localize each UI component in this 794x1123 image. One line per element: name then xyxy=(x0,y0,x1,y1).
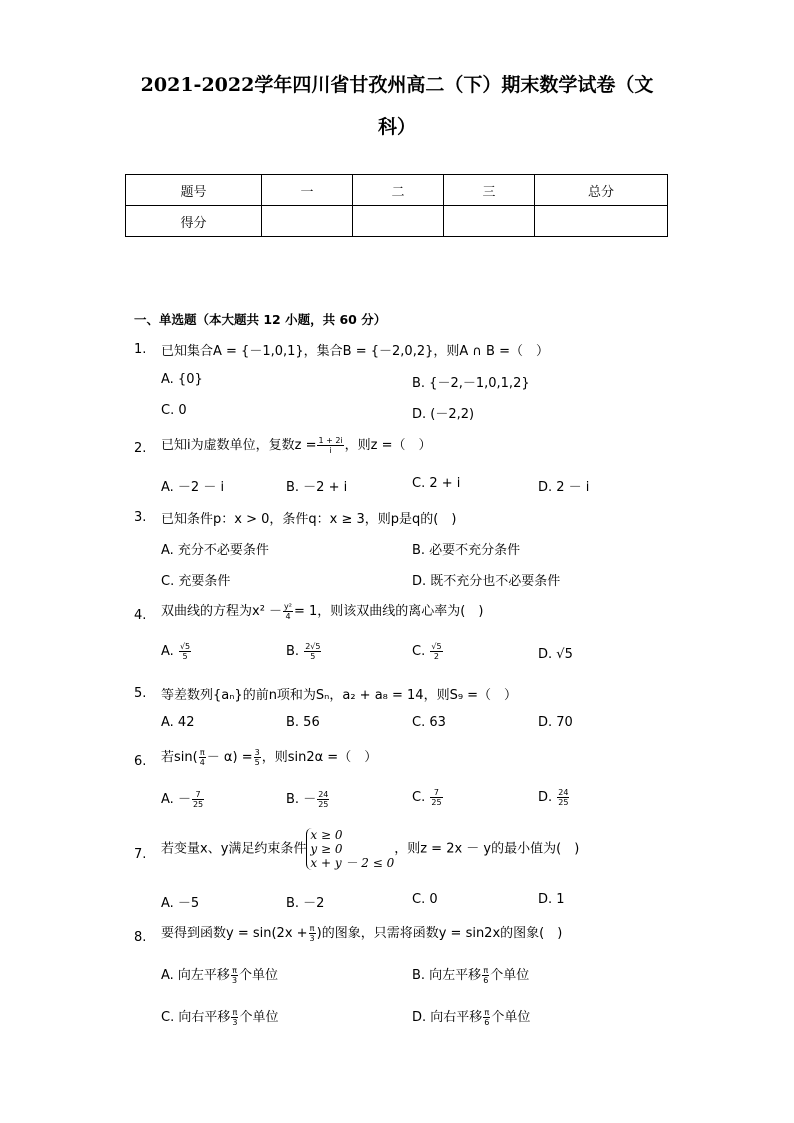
option xyxy=(412,1006,530,1027)
stem-text: 要得到函数y = sin(2x + xyxy=(161,926,308,941)
numerator: √5 xyxy=(431,642,442,651)
stem-text: ，则sin2α =（ ） xyxy=(261,750,378,765)
numerator: 1 + 2i xyxy=(318,436,343,445)
denominator: 25 xyxy=(192,800,204,809)
option: A. {0} xyxy=(161,372,203,387)
constraint: x + y － 2 ≤ 0 xyxy=(310,856,395,870)
sign: － xyxy=(303,792,317,807)
question-number: 2. xyxy=(134,441,147,456)
stem-text: ，则z = 2x － y的最小值为( ) xyxy=(394,841,580,857)
option-value: √5 xyxy=(556,647,573,662)
question-number: 8. xyxy=(134,930,147,945)
stem-text: 已知i为虚数单位，复数z = xyxy=(161,438,317,453)
numerator: π xyxy=(484,1008,490,1017)
stem-text: = 1，则该双曲线的离心率为( ) xyxy=(294,604,484,619)
denominator: 25 xyxy=(558,798,569,807)
option: C. 充要条件 xyxy=(161,574,231,589)
option: C. 0 xyxy=(412,892,438,907)
header-cell: 一 xyxy=(262,175,353,206)
fraction xyxy=(192,790,204,809)
question-number: 4. xyxy=(134,608,147,623)
constraint: y ≥ 0 xyxy=(310,842,343,856)
question-stem xyxy=(161,746,377,767)
option-label: B. xyxy=(286,792,300,807)
numerator: 7 xyxy=(192,790,204,800)
question-number: 7. xyxy=(134,847,147,862)
option xyxy=(286,642,322,661)
denominator: 5 xyxy=(310,652,316,661)
fraction xyxy=(317,790,329,809)
question-stem: 已知集合A = {－1,0,1}，集合B = {－2,0,2}，则A ∩ B =（ ） xyxy=(161,344,549,359)
denominator: 3 xyxy=(232,1018,238,1027)
option: C. 2 + i xyxy=(412,476,461,491)
fraction xyxy=(304,642,321,661)
question-number: 5. xyxy=(134,686,147,701)
option xyxy=(412,964,529,985)
fraction xyxy=(179,642,191,661)
question-number: 1. xyxy=(134,342,147,357)
option-label: D. xyxy=(538,647,553,662)
stem-text: )的图象，只需将函数y = sin2x的图象( ) xyxy=(316,926,563,941)
constraint: x ≥ 0 xyxy=(310,828,343,842)
fraction xyxy=(557,788,569,807)
option: A. －2 － i xyxy=(161,480,225,495)
numerator: π xyxy=(232,966,237,975)
stem-text: 若sin( xyxy=(161,750,198,765)
option: D. (－2,2) xyxy=(412,407,475,422)
fraction xyxy=(482,966,489,985)
denominator: 25 xyxy=(318,800,329,809)
header-cell: 总分 xyxy=(535,175,668,206)
denominator: 2 xyxy=(433,652,439,661)
fraction xyxy=(317,436,343,455)
row-label: 得分 xyxy=(126,206,262,237)
option xyxy=(412,642,444,661)
numerator: π xyxy=(483,966,489,975)
section-heading: 一、单选题（本大题共 12 小题，共 60 分） xyxy=(134,312,387,327)
sign: － xyxy=(177,792,191,807)
option xyxy=(161,642,192,661)
option: C. 0 xyxy=(161,403,187,418)
numerator: 24 xyxy=(318,790,329,799)
option: A. 42 xyxy=(161,715,195,730)
option: A. －5 xyxy=(161,896,200,911)
option-label: A. 向左平移 xyxy=(161,968,230,983)
option-label: D. xyxy=(538,790,553,805)
numerator: 7 xyxy=(430,788,442,798)
option: A. 充分不必要条件 xyxy=(161,543,269,558)
option-label: C. xyxy=(412,790,426,805)
header-cell: 三 xyxy=(444,175,535,206)
option-tail: 个单位 xyxy=(239,1010,279,1025)
question-stem xyxy=(161,828,579,870)
option: D. 既不充分也不必要条件 xyxy=(412,574,561,589)
question-number: 6. xyxy=(134,754,147,769)
header-cell: 二 xyxy=(353,175,444,206)
numerator: y² xyxy=(284,602,292,611)
fraction xyxy=(231,1008,238,1027)
option xyxy=(286,788,330,809)
option-label: B. xyxy=(286,644,300,659)
option-tail: 个单位 xyxy=(491,1010,531,1025)
stem-text: － α) = xyxy=(206,750,253,765)
numerator: √5 xyxy=(179,642,191,651)
numerator: π xyxy=(199,748,205,757)
denominator: 3 xyxy=(309,934,315,943)
question-number: 3. xyxy=(134,510,147,525)
denominator: 4 xyxy=(285,612,291,621)
question-stem xyxy=(161,434,432,455)
score-table-header-row xyxy=(126,175,668,206)
fraction xyxy=(283,602,293,621)
option: B. 56 xyxy=(286,715,320,730)
option xyxy=(538,788,570,807)
denominator: 5 xyxy=(254,758,260,767)
option xyxy=(161,788,205,809)
question-stem: 已知条件p：x > 0，条件q：x ≥ 3，则p是q的( ) xyxy=(161,512,457,527)
stem-text: ，则z =（ ） xyxy=(344,438,432,453)
constraint-system xyxy=(306,828,394,870)
fraction xyxy=(254,748,261,767)
score-cell xyxy=(353,206,444,237)
question-stem xyxy=(161,922,562,943)
score-cell xyxy=(262,206,353,237)
option-label: C. 向右平移 xyxy=(161,1010,231,1025)
numerator: π xyxy=(309,924,315,933)
option-label: D. 向右平移 xyxy=(412,1010,483,1025)
denominator: 4 xyxy=(199,758,205,767)
page-title-line1: 2021-2022学年四川省甘孜州高二（下）期末数学试卷（文 xyxy=(140,74,654,96)
option xyxy=(161,1006,278,1027)
fraction xyxy=(199,748,206,767)
option-label: C. xyxy=(412,644,426,659)
option-tail: 个单位 xyxy=(490,968,530,983)
option: B. 必要不充分条件 xyxy=(412,543,521,558)
denominator: i xyxy=(329,446,332,455)
question-stem: 等差数列{aₙ}的前n项和为Sₙ，a₂ + a₈ = 14，则S₉ =（ ） xyxy=(161,688,518,703)
stem-text: 若变量x、y满足约束条件 xyxy=(161,841,307,857)
question-stem xyxy=(161,600,483,621)
fraction xyxy=(430,788,442,807)
numerator: 2√5 xyxy=(305,642,321,651)
option: D. 70 xyxy=(538,715,573,730)
stem-text: 双曲线的方程为x² － xyxy=(161,604,283,619)
option: D. 2 － i xyxy=(538,480,590,495)
score-cell xyxy=(535,206,668,237)
option-tail: 个单位 xyxy=(239,968,279,983)
option-label: A. xyxy=(161,792,174,807)
score-table xyxy=(125,174,668,237)
score-table-row xyxy=(126,206,668,237)
numerator: 3 xyxy=(254,748,260,757)
page-title-line2: 科） xyxy=(377,116,416,138)
fraction xyxy=(231,966,238,985)
option-label: A. xyxy=(161,644,174,659)
option xyxy=(161,964,278,985)
numerator: 24 xyxy=(558,788,569,797)
option xyxy=(538,647,573,662)
score-cell xyxy=(444,206,535,237)
fraction xyxy=(483,1008,490,1027)
option: D. 1 xyxy=(538,892,565,907)
fraction xyxy=(430,642,442,661)
option: B. －2 + i xyxy=(286,480,348,495)
denominator: 6 xyxy=(483,976,489,985)
option: C. 63 xyxy=(412,715,446,730)
option xyxy=(412,788,444,807)
option-label: B. 向左平移 xyxy=(412,968,482,983)
denominator: 3 xyxy=(231,976,238,985)
denominator: 5 xyxy=(182,652,188,661)
option: B. －2 xyxy=(286,896,325,911)
fraction xyxy=(309,924,316,943)
denominator: 6 xyxy=(484,1018,490,1027)
header-cell: 题号 xyxy=(126,175,262,206)
option: B. {－2,－1,0,1,2} xyxy=(412,376,530,391)
denominator: 25 xyxy=(431,798,442,807)
numerator: π xyxy=(232,1008,238,1017)
